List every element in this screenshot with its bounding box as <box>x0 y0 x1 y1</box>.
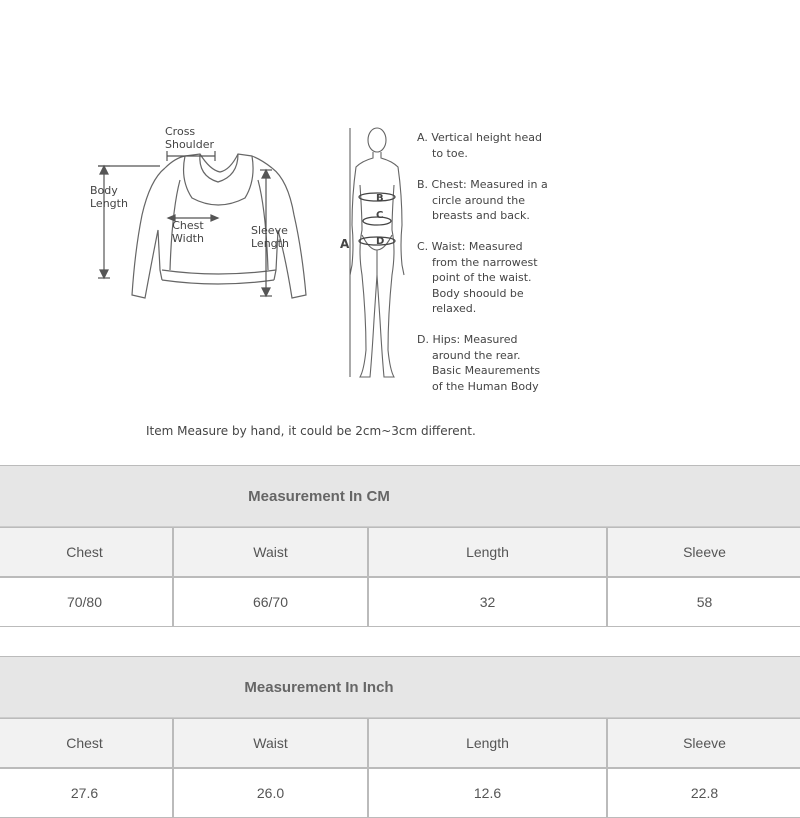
value-length: 12.6 <box>368 768 607 818</box>
value-waist: 26.0 <box>173 768 368 818</box>
sweater-diagram <box>80 120 380 300</box>
sleeve-length-label: Sleeve Length <box>251 224 289 250</box>
header-chest: Chest <box>0 527 173 577</box>
legend-item-a: A. Vertical height head to toe. <box>417 131 543 160</box>
value-sleeve: 58 <box>607 577 800 627</box>
value-chest: 27.6 <box>0 768 173 818</box>
table-title-row <box>0 465 800 527</box>
table-title-row <box>0 656 800 718</box>
human-body-figure <box>340 125 420 385</box>
legend-item-c: C. Waist: Measured from the narrowest point of the waist. Body shoould be relaxed. <box>417 240 538 315</box>
header-waist: Waist <box>173 718 368 768</box>
header-chest: Chest <box>0 718 173 768</box>
value-chest: 70/80 <box>0 577 173 627</box>
legend-item-b: B. Chest: Measured in a circle around the breasts and back. <box>417 178 548 222</box>
table-row <box>0 768 800 818</box>
header-sleeve: Sleeve <box>607 527 800 577</box>
table-title: Measurement In CM <box>0 465 800 527</box>
table-title: Measurement In Inch <box>0 656 800 718</box>
body-letter-c: C <box>376 210 384 221</box>
body-letter-d: D <box>376 236 385 247</box>
header-sleeve: Sleeve <box>607 718 800 768</box>
table-header-row <box>0 718 800 768</box>
measure-note: Item Measure by hand, it could be 2cm~3cm different. <box>146 424 476 438</box>
body-letter-b: B <box>376 193 384 204</box>
chest-width-label: Chest Width <box>172 219 204 245</box>
table-row <box>0 577 800 627</box>
cross-shoulder-label: Cross Shoulder <box>165 125 214 151</box>
legend-item-d: D. Hips: Measured around the rear. Basic Meaurements of the Human Body <box>417 333 541 393</box>
body-letter-a: A <box>340 237 350 251</box>
body-length-label: Body Length <box>90 184 128 210</box>
value-waist: 66/70 <box>173 577 368 627</box>
header-length: Length <box>368 527 607 577</box>
header-length: Length <box>368 718 607 768</box>
value-length: 32 <box>368 577 607 627</box>
value-sleeve: 22.8 <box>607 768 800 818</box>
size-table-cm <box>0 465 800 627</box>
table-header-row <box>0 527 800 577</box>
size-table-inch <box>0 656 800 818</box>
header-waist: Waist <box>173 527 368 577</box>
